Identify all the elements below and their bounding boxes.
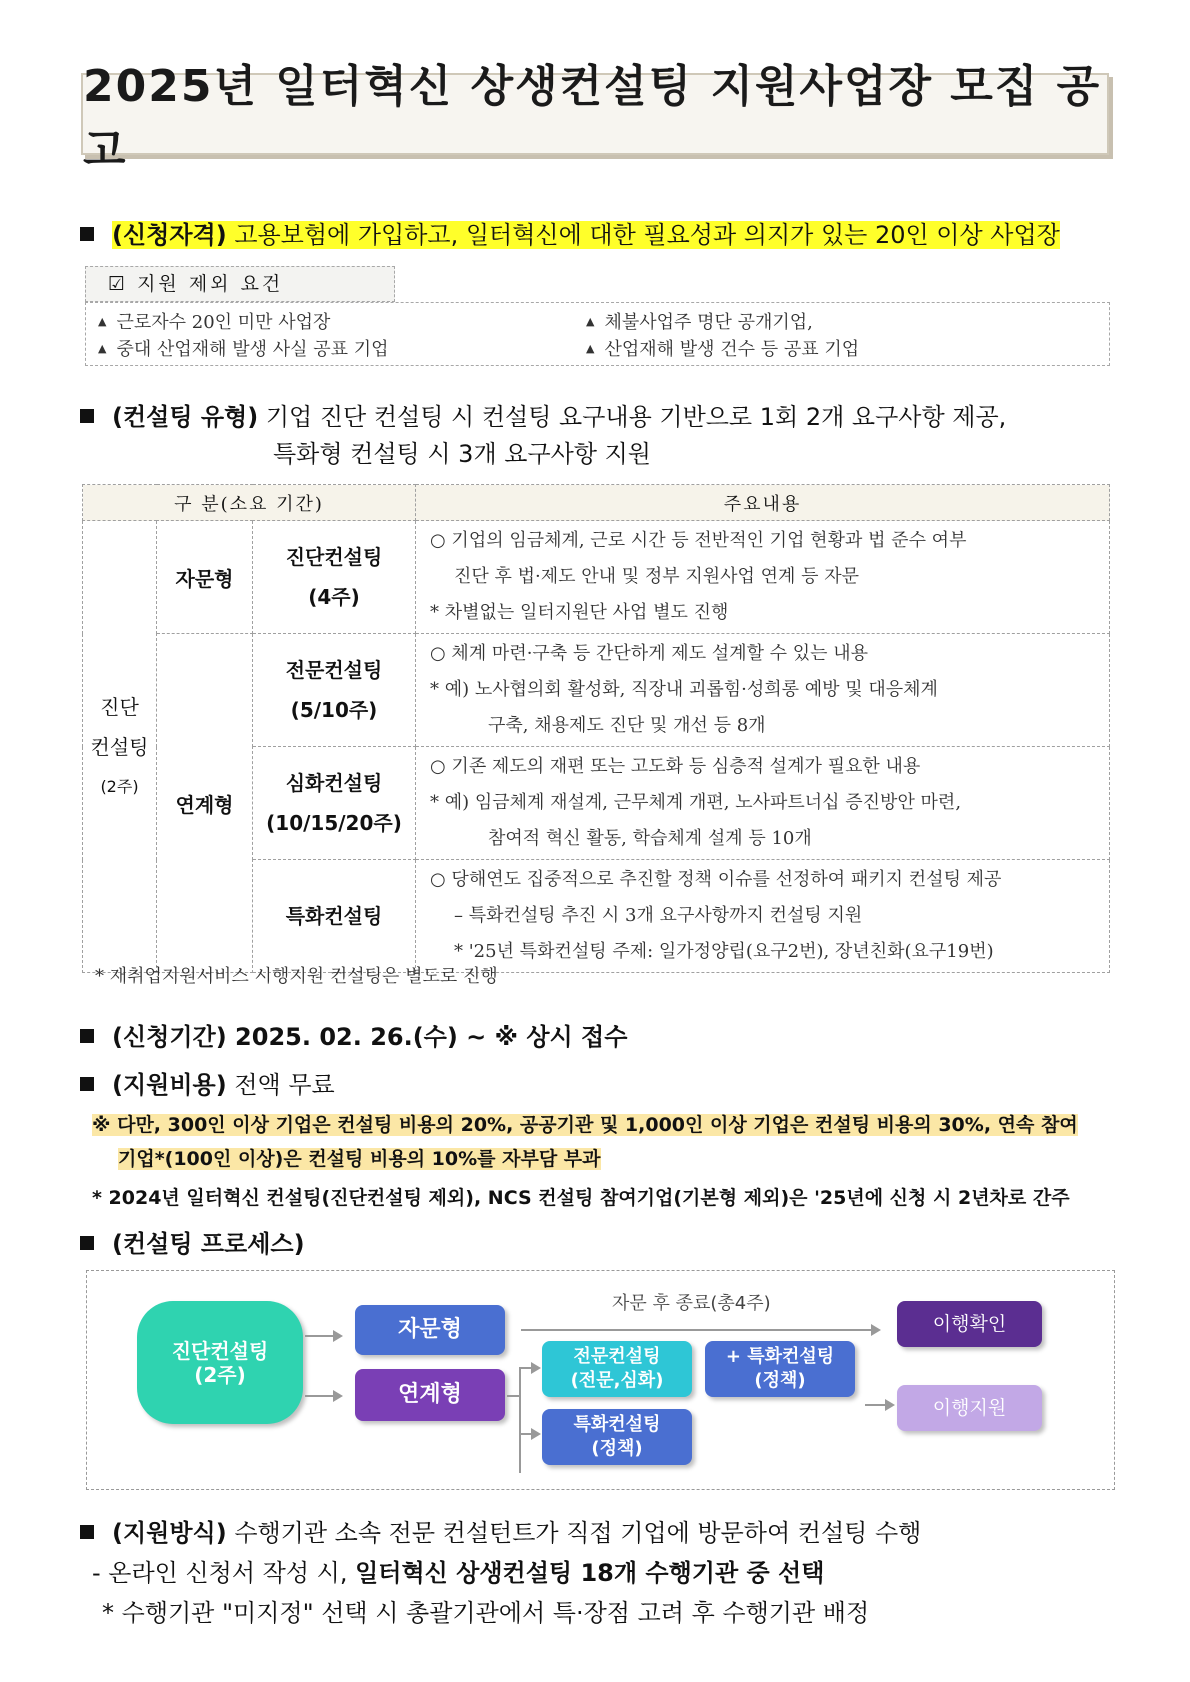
eligibility-section bbox=[80, 218, 1060, 252]
arrow-right-icon bbox=[885, 1399, 895, 1411]
bullet-square-icon bbox=[80, 1077, 94, 1091]
arrow-line bbox=[519, 1433, 531, 1435]
process-plus-special-box: + 특화컨설팅 (정책) bbox=[705, 1341, 855, 1397]
branch-line bbox=[519, 1367, 521, 1473]
arrow-line bbox=[305, 1335, 333, 1337]
process-advisory-box: 자문형 bbox=[355, 1305, 505, 1355]
arrow-right-icon bbox=[531, 1362, 541, 1374]
exclusion-box bbox=[85, 302, 1110, 366]
cost-note-line1: ※ 다만, 300인 이상 기업은 컨설팅 비용의 20%, 공공기관 및 1,000인 이상 기업은 컨설팅 비용의 30%, 연속 참여 bbox=[92, 1114, 1078, 1136]
category-advisory: 자문형 bbox=[157, 521, 253, 634]
table-row-content: ○ 당해연도 집중적으로 추진할 정책 이슈를 선정하여 패키지 컨설팅 제공 – 특화컨설팅 추진 시 3개 요구사항까지 컨설팅 지원 * '25년 특화컨설팅 주제: 일가정양립(요구2번), 장년친화(요구19번) bbox=[416, 860, 1110, 973]
table-header-right: 주요내용 bbox=[416, 485, 1110, 521]
bullet-square-icon bbox=[80, 1029, 94, 1043]
table-row-content: ○ 기업의 임금체계, 근로 시간 등 전반적인 기업 현황과 법 준수 여부 진단 후 법·제도 안내 및 정부 지원사업 연계 등 자문 * 차별없는 일터지원단 사업 별도 진행 bbox=[416, 521, 1110, 634]
page-title: 2025년 일터혁신 상생컨설팅 지원사업장 모집 공고 bbox=[83, 61, 1102, 176]
arrow-line bbox=[519, 1367, 531, 1369]
process-linked-box: 연계형 bbox=[355, 1369, 505, 1421]
eligibility-text: 고용보험에 가입하고, 일터혁신에 대한 필요성과 의지가 있는 20인 이상 사업장 bbox=[226, 221, 1060, 249]
title-box bbox=[81, 61, 1109, 176]
method-line3: * 수행기관 "미지정" 선택 시 총괄기관에서 특·장점 고려 후 수행기관 배정 bbox=[102, 1599, 870, 1627]
group-cell: 진단 컨설팅 (2주) bbox=[83, 521, 157, 973]
eligibility-label: (신청자격) bbox=[112, 221, 227, 249]
consult-type-line2: 특화형 컨설팅 시 3개 요구사항 지원 bbox=[273, 440, 651, 468]
table-row: 심화컨설팅 (10/15/20주) bbox=[253, 747, 416, 860]
arrow-right-icon bbox=[531, 1428, 541, 1440]
cost-note-line3: * 2024년 일터혁신 컨설팅(진단컨설팅 제외), NCS 컨설팅 참여기업(기본형 제외)은 '25년에 신청 시 2년차로 간주 bbox=[92, 1187, 1070, 1209]
process-top-label: 자문 후 종료(총4주) bbox=[612, 1293, 771, 1314]
exclusion-item: ▲ 근로자수 20인 미만 사업장 bbox=[98, 312, 331, 333]
process-special-box: 특화컨설팅 (정책) bbox=[542, 1409, 692, 1465]
period-section: (신청기간) 2025. 02. 26.(수) ~ ※ 상시 접수 bbox=[80, 1020, 627, 1054]
triangle-icon: ▲ bbox=[586, 342, 595, 355]
arrow-right-icon bbox=[333, 1330, 343, 1342]
eligibility-highlight bbox=[112, 221, 1060, 249]
table-row: 전문컨설팅 (5/10주) bbox=[253, 634, 416, 747]
arrow-line bbox=[305, 1395, 333, 1397]
table-note: * 재취업지원서비스 시행지원 컨설팅은 별도로 진행 bbox=[95, 966, 498, 987]
process-pro-box: 전문컨설팅 (전문,심화) bbox=[542, 1341, 692, 1397]
arrow-line bbox=[521, 1329, 871, 1331]
category-linked: 연계형 bbox=[157, 634, 253, 973]
table-row: 특화컨설팅 bbox=[253, 860, 416, 973]
process-diagram bbox=[86, 1270, 1115, 1490]
table-row: 진단컨설팅 (4주) bbox=[253, 521, 416, 634]
exclusion-item: ▲ 산업재해 발생 건수 등 공표 기업 bbox=[586, 339, 860, 360]
process-confirm-box: 이행확인 bbox=[897, 1301, 1042, 1347]
method-line2: - 온라인 신청서 작성 시, 일터혁신 상생컨설팅 18개 수행기관 중 선택 bbox=[92, 1559, 825, 1587]
process-start-box: 진단컨설팅 (2주) bbox=[137, 1301, 303, 1424]
consulting-table bbox=[82, 484, 1110, 973]
cost-note-line2: 기업*(100인 이상)은 컨설팅 비용의 10%를 자부담 부과 bbox=[118, 1148, 601, 1170]
arrow-line bbox=[507, 1395, 519, 1397]
arrow-line bbox=[865, 1404, 885, 1406]
table-row-content: ○ 기존 제도의 재편 또는 고도화 등 심층적 설계가 필요한 내용 * 예) 임금체계 재설계, 근무체계 개편, 노사파트너십 증진방안 마련, 참여적 혁신 활동, 학습체계 설계 등 10개 bbox=[416, 747, 1110, 860]
arrow-right-icon bbox=[333, 1390, 343, 1402]
exclusion-heading: ☑ 지원 제외 요건 bbox=[85, 266, 395, 302]
table-row-content: ○ 체계 마련·구축 등 간단하게 제도 설계할 수 있는 내용 * 예) 노사협의회 활성화, 직장내 괴롭힘·성희롱 예방 및 대응체계 구축, 채용제도 진단 및 개선 등 8개 bbox=[416, 634, 1110, 747]
exclusion-item: ▲ 체불사업주 명단 공개기업, bbox=[586, 312, 813, 333]
exclusion-item: ▲ 중대 산업재해 발생 사실 공표 기업 bbox=[98, 339, 389, 360]
process-support-box: 이행지원 bbox=[897, 1385, 1042, 1431]
cost-section: (지원비용) 전액 무료 bbox=[80, 1068, 335, 1102]
bullet-square-icon bbox=[80, 227, 94, 241]
arrow-right-icon bbox=[871, 1324, 881, 1336]
bullet-square-icon bbox=[80, 1236, 94, 1250]
bullet-square-icon bbox=[80, 409, 94, 423]
process-section: (컨설팅 프로세스) bbox=[80, 1227, 305, 1261]
triangle-icon: ▲ bbox=[98, 315, 107, 328]
table-header-left: 구 분(소요 기간) bbox=[83, 485, 416, 521]
bullet-square-icon bbox=[80, 1525, 94, 1539]
method-section: (지원방식) 수행기관 소속 전문 컨설턴트가 직접 기업에 방문하여 컨설팅 수행 bbox=[80, 1516, 921, 1550]
triangle-icon: ▲ bbox=[586, 315, 595, 328]
triangle-icon: ▲ bbox=[98, 342, 107, 355]
consult-type-section: (컨설팅 유형) 기업 진단 컨설팅 시 컨설팅 요구내용 기반으로 1회 2개 요구사항 제공, bbox=[80, 400, 1006, 434]
